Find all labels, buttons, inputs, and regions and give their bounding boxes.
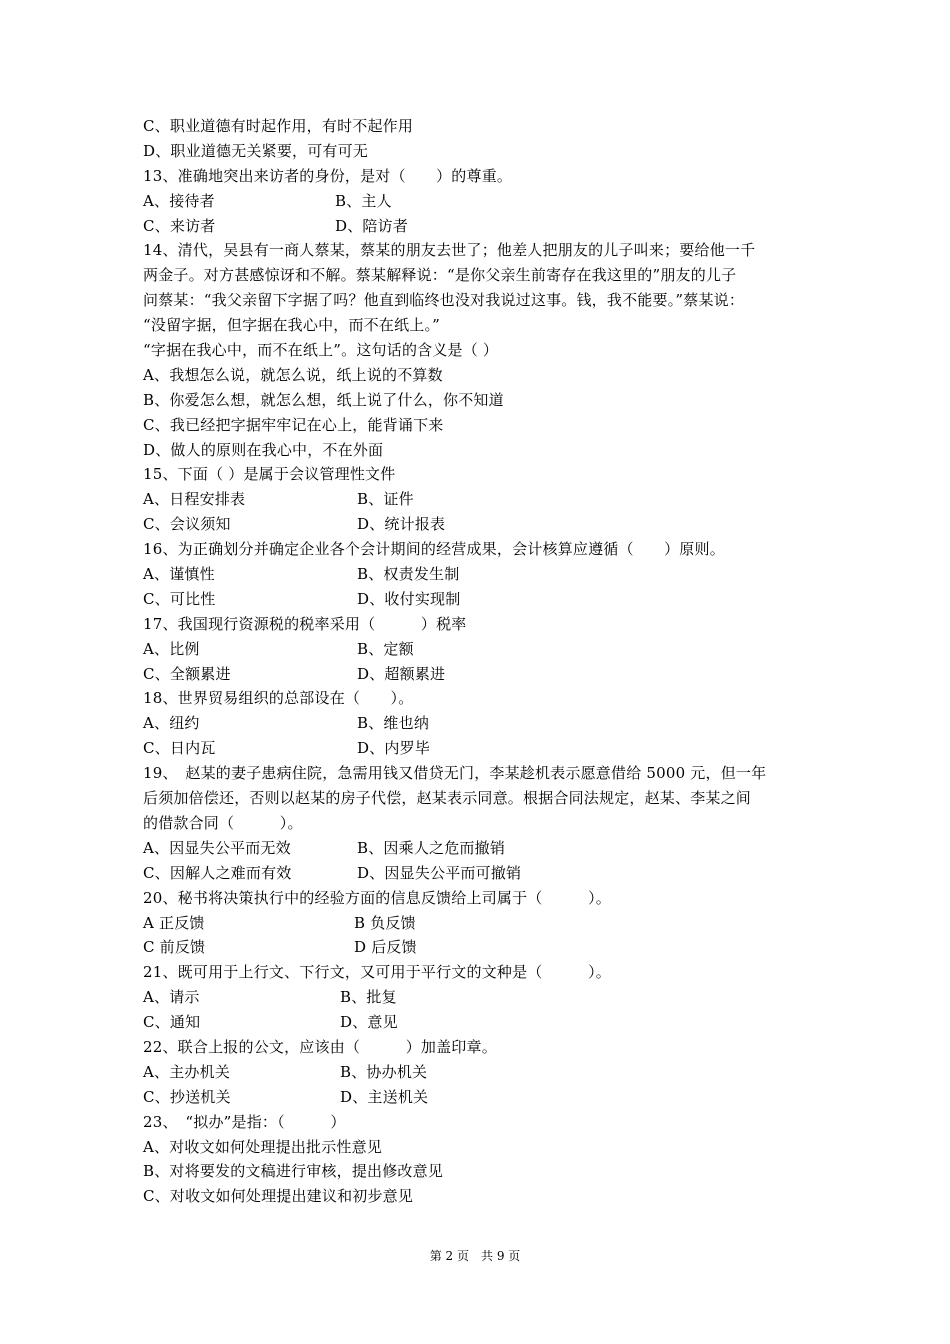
option-item: D、主送机关 [340, 1087, 429, 1106]
option-item: D、收付实现制 [357, 589, 461, 608]
text-line: “没留字据，但字据在我心中，而不在纸上。” [143, 316, 441, 335]
text-line: 14、清代，吴县有一商人蔡某，蔡某的朋友去世了；他差人把朋友的儿子叫来；要给他一千 [143, 241, 756, 260]
option-item: B、因乘人之危而撤销 [357, 838, 506, 857]
text-line: B、对将要发的文稿进行审核，提出修改意见 [143, 1162, 444, 1181]
text-line: C、职业道德有时起作用，有时不起作用 [143, 117, 414, 135]
option-item: D、内罗毕 [357, 739, 431, 758]
text-line: “字据在我心中，而不在纸上”。这句话的含义是（ ） [143, 341, 499, 360]
option-row [143, 711, 813, 736]
option-row [143, 189, 813, 214]
option-item: B、证件 [357, 490, 414, 509]
option-item: C、全额累进 [143, 664, 231, 683]
text-line: A、我想怎么说，就怎么说，纸上说的不算数 [143, 365, 443, 384]
text-line: 15、下面（ ）是属于会议管理性文件 [143, 465, 396, 484]
option-row [143, 1060, 813, 1085]
option-item: B 负反馈 [354, 913, 416, 932]
option-row [143, 836, 813, 861]
option-row [143, 587, 813, 612]
text-line: C、我已经把字据牢牢记在心上，能背诵下来 [143, 415, 444, 434]
text-line: 21、既可用于上行文、下行文，又可用于平行文的文种是（ ）。 [143, 963, 611, 982]
option-item: A、谨慎性 [143, 565, 215, 584]
option-item: A、纽约 [143, 714, 200, 733]
text-line: 13、准确地突出来访者的身份，是对（ ）的尊重。 [143, 166, 513, 185]
option-item: C、通知 [143, 1013, 201, 1032]
option-row [143, 935, 813, 960]
option-row [143, 861, 813, 886]
option-item: B、主人 [335, 191, 392, 210]
text-line: 20、秘书将决策执行中的经验方面的信息反馈给上司属于（ ）。 [143, 888, 611, 907]
option-row [143, 911, 813, 936]
option-row [143, 985, 813, 1010]
question-list [143, 114, 813, 1209]
option-row [143, 512, 813, 537]
option-item: B、批复 [340, 988, 397, 1007]
option-item: C、会议须知 [143, 515, 231, 534]
option-item: C、来访者 [143, 216, 216, 235]
text-line: 22、联合上报的公文，应该由（ ）加盖印章。 [143, 1037, 497, 1056]
text-line: 的借款合同（ ）。 [143, 813, 303, 832]
option-row [143, 736, 813, 761]
text-line: D、做人的原则在我心中，不在外面 [143, 440, 384, 459]
text-line: 16、为正确划分并确定企业各个会计期间的经营成果，会计核算应遵循（ ）原则。 [143, 540, 725, 559]
option-item: A、比例 [143, 639, 200, 658]
text-line: D、职业道德无关紧要，可有可无 [143, 141, 369, 160]
option-item: A、日程安排表 [143, 490, 246, 509]
option-row [143, 562, 813, 587]
option-item: D、因显失公平而可撤销 [357, 863, 522, 882]
option-item: C 前反馈 [143, 938, 206, 957]
option-item: D、超额累进 [357, 664, 446, 683]
option-item: A、因显失公平而无效 [143, 838, 291, 857]
text-line: 18、世界贸易组织的总部设在（ ）。 [143, 689, 414, 708]
text-line: C、对收文如何处理提出建议和初步意见 [143, 1187, 414, 1206]
option-item: B、权责发生制 [357, 565, 460, 584]
option-item: C、抄送机关 [143, 1087, 231, 1106]
option-item: C、因解人之难而有效 [143, 863, 292, 882]
option-item: C、可比性 [143, 589, 216, 608]
option-item: A 正反馈 [143, 913, 205, 932]
text-line: 问蔡某：“我父亲留下字据了吗？他直到临终也没对我说过这事。钱，我不能要。”蔡某说： [143, 291, 745, 310]
option-item: D、意见 [340, 1013, 398, 1032]
option-item: A、主办机关 [143, 1062, 231, 1081]
text-line: 两金子。对方甚感惊讶和不解。蔡某解释说：“是你父亲生前寄存在我这里的”朋友的儿子 [143, 266, 737, 285]
option-item: A、接待者 [143, 191, 215, 210]
text-line: 23、 “拟办”是指：（ ） [143, 1112, 346, 1131]
option-item: D 后反馈 [354, 938, 417, 957]
option-item: B、定额 [357, 639, 414, 658]
page-footer: 第 2 页 共 9 页 [429, 1249, 521, 1263]
option-row [143, 214, 813, 239]
text-line: B、你爱怎么想，就怎么想，纸上说了什么，你不知道 [143, 390, 504, 409]
option-row [143, 637, 813, 662]
option-item: B、协办机关 [340, 1062, 428, 1081]
text-line: 17、我国现行资源税的税率采用（ ）税率 [143, 614, 467, 633]
option-item: D、统计报表 [357, 515, 446, 534]
option-row [143, 487, 813, 512]
text-line: 19、 赵某的妻子患病住院，急需用钱又借贷无门，李某趁机表示愿意借给 5000 元，但一年 [143, 764, 767, 783]
option-item: B、维也纳 [357, 714, 430, 733]
option-item: A、请示 [143, 988, 200, 1007]
text-line: 后须加倍偿还，否则以赵某的房子代偿，赵某表示同意。根据合同法规定，赵某、李某之间 [143, 789, 752, 808]
option-item: D、陪访者 [335, 216, 409, 235]
option-row [143, 1010, 813, 1035]
option-row [143, 1085, 813, 1110]
text-line: A、对收文如何处理提出批示性意见 [143, 1137, 383, 1156]
option-item: C、日内瓦 [143, 739, 216, 758]
option-row [143, 662, 813, 687]
